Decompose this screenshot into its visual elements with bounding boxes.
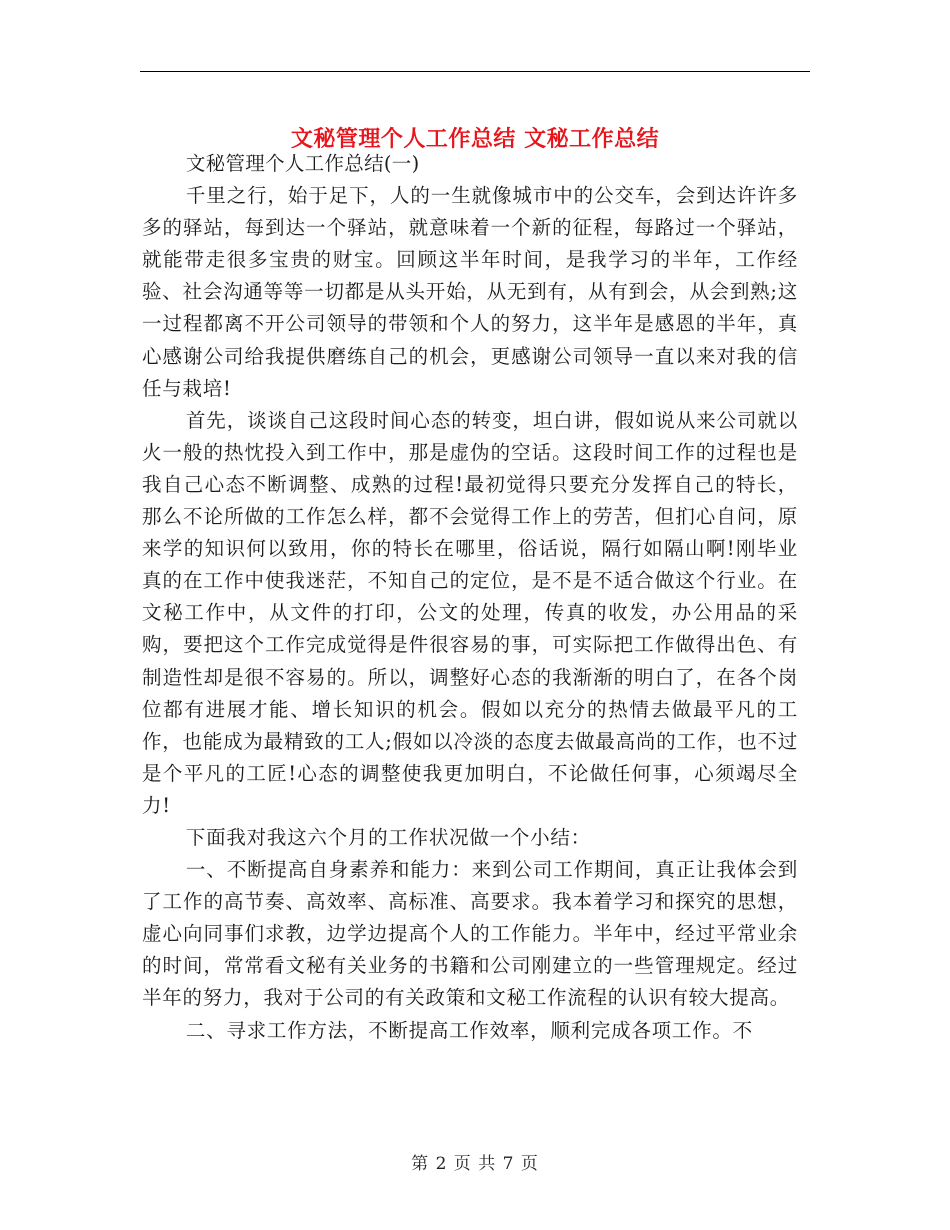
section-subtitle: 文秘管理个人工作总结(一)	[185, 152, 420, 175]
paragraph-summary-lead: 下面我对我这六个月的工作状况做一个小结：	[185, 825, 591, 849]
document-body	[142, 148, 798, 1047]
paragraph-mindset: 首先，谈谈自己这段时间心态的转变，坦白讲，假如说从来公司就以火一般的热忱投入到工作中，那是虚伪的空话。这段时间工作的过程也是我自己心态不断调整、成熟的过程!最初觉得只要充分发挥自己的特长，那么不论所做的工作怎么样，都不会觉得工作上的劳苦，但扪心自问，原来学的知识何以致用，你的特长在哪里，俗话说，隔行如隔山啊!刚毕业真的在工作中使我迷茫，不知自己的定位，是不是不适合做这个行业。在文秘工作中，从文件的打印，公文的处理，传真的收发，办公用品的采购，要把这个工作完成觉得是件很容易的事，可实际把工作做得出色、有制造性却是很不容易的。所以，调整好心态的我渐渐的明白了，在各个岗位都有进展才能、增长知识的机会。假如以充分的热情去做最平凡的工作，也能成为最精致的工人;假如以冷淡的态度去做最高尚的工作，也不过是个平凡的工匠!心态的调整使我更加明白，不论做任何事，心须竭尽全力!	[142, 408, 798, 817]
document-title: 文秘管理个人工作总结 文秘工作总结	[290, 126, 660, 152]
paragraph-intro: 千里之行，始于足下，人的一生就像城市中的公交车，会到达许许多多的驿站，每到达一个驿站，就意味着一个新的征程，每路过一个驿站，就能带走很多宝贵的财宝。回顾这半年时间，是我学习的半年，工作经验、社会沟通等等一切都是从头开始，从无到有，从有到会，从会到熟;这一过程都离不开公司领导的带领和个人的努力，这半年是感恩的半年，真心感谢公司给我提供磨练自己的机会，更感谢公司领导一直以来对我的信任与栽培!	[142, 184, 798, 400]
header-rule	[140, 71, 810, 72]
paragraph-point-one: 一、不断提高自身素养和能力：来到公司工作期间，真正让我体会到了工作的高节奏、高效率、高标准、高要求。我本着学习和探究的思想，虚心向同事们求教，边学边提高个人的工作能力。半年中，经过平常业余的时间，常常看文秘有关业务的书籍和公司刚建立的一些管理规定。经过半年的努力，我对于公司的有关政策和文秘工作流程的认识有较大提高。	[142, 858, 798, 1010]
paragraph-point-two: 二、寻求工作方法，不断提高工作效率，顺利完成各项工作。不	[185, 1018, 753, 1042]
page-number: 第 2 页 共 7 页	[411, 1154, 539, 1174]
